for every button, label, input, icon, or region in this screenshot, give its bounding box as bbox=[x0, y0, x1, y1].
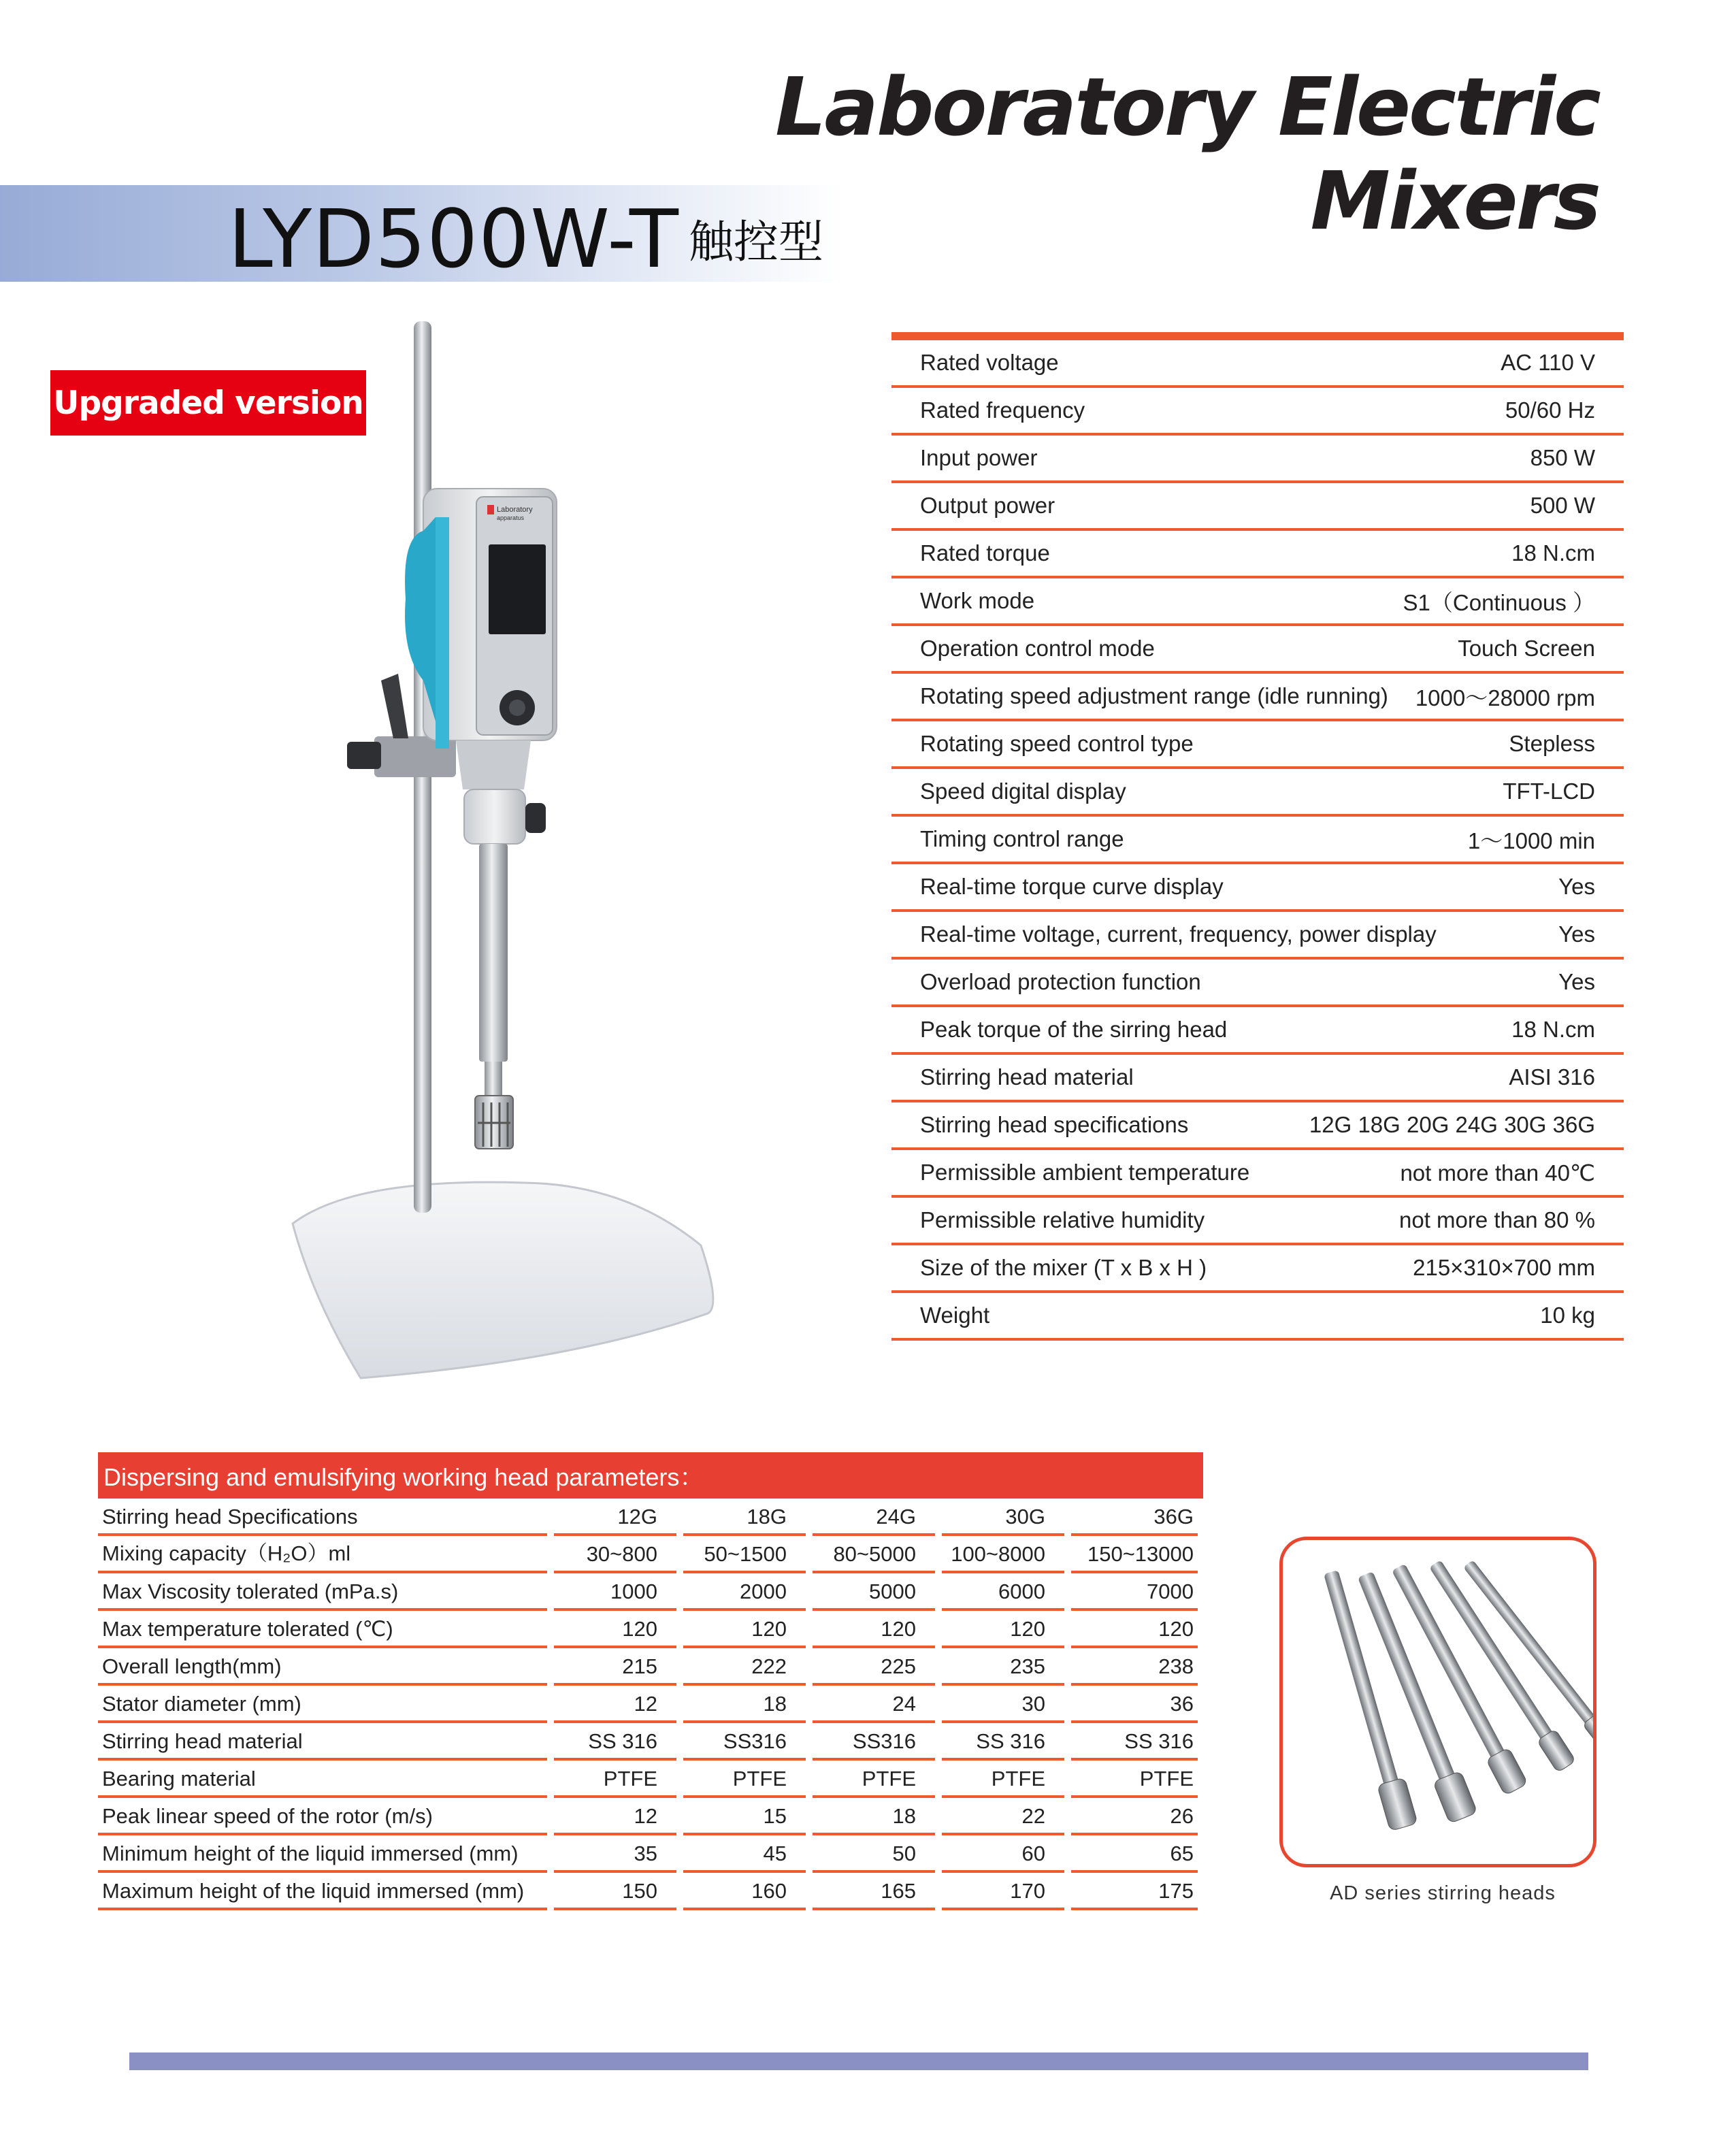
heads-table-title: Dispersing and emulsifying working head parameters： bbox=[98, 1452, 1203, 1499]
row-label: Stator diameter (mm) bbox=[98, 1686, 547, 1723]
row-label: Overall length(mm) bbox=[98, 1648, 547, 1686]
mixer-product-image bbox=[272, 313, 735, 1388]
spec-row bbox=[891, 769, 1624, 817]
spec-label: Size of the mixer (T x B x H ) bbox=[920, 1255, 1207, 1280]
stirring-shaft bbox=[479, 844, 508, 1062]
spec-row bbox=[891, 1102, 1624, 1150]
row-label: Mixing capacity（H₂O）ml bbox=[98, 1536, 547, 1573]
cell: 235 bbox=[942, 1648, 1064, 1686]
cell: 165 bbox=[813, 1873, 935, 1910]
spec-value: Touch Screen bbox=[1458, 636, 1595, 661]
spec-label: Stirring head material bbox=[920, 1064, 1134, 1090]
spec-row bbox=[891, 436, 1624, 483]
spec-row bbox=[891, 960, 1624, 1007]
spec-value: AISI 316 bbox=[1509, 1064, 1595, 1090]
cell: 170 bbox=[942, 1873, 1064, 1910]
spec-row bbox=[891, 1293, 1624, 1341]
spec-value: 500 W bbox=[1530, 493, 1595, 518]
spec-value: 18 N.cm bbox=[1511, 540, 1595, 566]
speed-knob-cap bbox=[509, 700, 525, 716]
motor-neck bbox=[456, 740, 531, 789]
spec-row bbox=[891, 340, 1624, 388]
spec-value: 215×310×700 mm bbox=[1413, 1255, 1595, 1280]
spec-row bbox=[891, 817, 1624, 864]
cell: 24G bbox=[813, 1499, 935, 1536]
spec-label: Rated voltage bbox=[920, 350, 1059, 375]
cell: 18 bbox=[813, 1798, 935, 1835]
spec-value: Yes bbox=[1558, 969, 1595, 994]
row-label: Stirring head Specifications bbox=[98, 1499, 547, 1536]
brand-logo bbox=[487, 505, 494, 514]
spec-value: S1（Continuous ） bbox=[1403, 589, 1595, 615]
spec-label: Real-time torque curve display bbox=[920, 874, 1224, 899]
cell: 120 bbox=[554, 1611, 676, 1648]
table-row bbox=[98, 1686, 1203, 1723]
spec-row bbox=[891, 721, 1624, 769]
cell: PTFE bbox=[813, 1761, 935, 1798]
cell: 36G bbox=[1071, 1499, 1198, 1536]
cell: PTFE bbox=[1071, 1761, 1198, 1798]
clamp-lever bbox=[381, 674, 408, 738]
spec-label: Speed digital display bbox=[920, 779, 1126, 804]
spec-label: Operation control mode bbox=[920, 636, 1155, 661]
cell: 2000 bbox=[683, 1573, 806, 1611]
model-name: LYD500W-T bbox=[228, 192, 679, 286]
spec-label: Permissible relative humidity bbox=[920, 1207, 1205, 1232]
spec-row bbox=[891, 1055, 1624, 1102]
brand-text-2: apparatus bbox=[497, 514, 525, 521]
cell: 238 bbox=[1071, 1648, 1198, 1686]
row-label: Maximum height of the liquid immersed (mm) bbox=[98, 1873, 547, 1910]
spec-label: Permissible ambient temperature bbox=[920, 1160, 1250, 1185]
spec-table bbox=[891, 332, 1624, 1341]
table-row bbox=[98, 1798, 1203, 1835]
spec-value: 1000～28000 rpm bbox=[1415, 685, 1595, 710]
spec-table-topbar bbox=[891, 332, 1624, 340]
spec-row bbox=[891, 864, 1624, 912]
spec-row bbox=[891, 1150, 1624, 1198]
cell: 50~1500 bbox=[683, 1536, 806, 1573]
collar-knob bbox=[525, 803, 546, 833]
cell: 120 bbox=[942, 1611, 1064, 1648]
row-label: Stirring head material bbox=[98, 1723, 547, 1761]
cell: 150~13000 bbox=[1071, 1536, 1198, 1573]
cell: 160 bbox=[683, 1873, 806, 1910]
spec-label: Input power bbox=[920, 445, 1038, 470]
spec-value: Stepless bbox=[1509, 731, 1595, 756]
spec-row bbox=[891, 674, 1624, 721]
cell: 225 bbox=[813, 1648, 935, 1686]
table-row bbox=[98, 1648, 1203, 1686]
cell: 12G bbox=[554, 1499, 676, 1536]
spec-label: Overload protection function bbox=[920, 969, 1201, 994]
table-row bbox=[98, 1723, 1203, 1761]
cell: 36 bbox=[1071, 1686, 1198, 1723]
spec-value: TFT-LCD bbox=[1503, 779, 1595, 804]
heads-table bbox=[98, 1452, 1203, 1910]
cell: 45 bbox=[683, 1835, 806, 1873]
cell: 22 bbox=[942, 1798, 1064, 1835]
cell: 6000 bbox=[942, 1573, 1064, 1611]
model-subtitle: 触控型 bbox=[689, 216, 823, 268]
spec-label: Weight bbox=[920, 1303, 990, 1328]
cell: 24 bbox=[813, 1686, 935, 1723]
spec-value: 10 kg bbox=[1540, 1303, 1595, 1328]
table-row bbox=[98, 1873, 1203, 1910]
spec-value: 12G 18G 20G 24G 30G 36G bbox=[1309, 1112, 1595, 1137]
row-label: Minimum height of the liquid immersed (mm) bbox=[98, 1835, 547, 1873]
touch-screen bbox=[489, 544, 546, 634]
cell: 12 bbox=[554, 1686, 676, 1723]
spec-label: Output power bbox=[920, 493, 1055, 518]
cell: 30 bbox=[942, 1686, 1064, 1723]
cell: 120 bbox=[683, 1611, 806, 1648]
cell: 26 bbox=[1071, 1798, 1198, 1835]
cell: 60 bbox=[942, 1835, 1064, 1873]
motor-side-cover-2 bbox=[436, 517, 449, 749]
footer-bar bbox=[129, 2052, 1588, 2070]
cell: PTFE bbox=[554, 1761, 676, 1798]
spec-value: AC 110 V bbox=[1501, 350, 1595, 375]
row-label: Max temperature tolerated (℃) bbox=[98, 1611, 547, 1648]
stand-base bbox=[293, 1182, 713, 1378]
spec-value: not more than 80 % bbox=[1398, 1207, 1595, 1232]
spec-label: Work mode bbox=[920, 588, 1035, 613]
cell: 30~800 bbox=[554, 1536, 676, 1573]
cell: 150 bbox=[554, 1873, 676, 1910]
upgraded-badge: Upgraded version bbox=[50, 370, 366, 436]
row-label: Peak linear speed of the rotor (m/s) bbox=[98, 1798, 547, 1835]
spec-label: Timing control range bbox=[920, 826, 1124, 851]
row-label: Max Viscosity tolerated (mPa.s) bbox=[98, 1573, 547, 1611]
cell: 15 bbox=[683, 1798, 806, 1835]
cell: 80~5000 bbox=[813, 1536, 935, 1573]
spec-value: 18 N.cm bbox=[1511, 1017, 1595, 1042]
cell: 5000 bbox=[813, 1573, 935, 1611]
stirring-heads-photo bbox=[1279, 1537, 1596, 1867]
spec-row bbox=[891, 1245, 1624, 1293]
cell: 120 bbox=[1071, 1611, 1198, 1648]
spec-row bbox=[891, 578, 1624, 626]
table-row bbox=[98, 1611, 1203, 1648]
spec-label: Rotating speed control type bbox=[920, 731, 1194, 756]
spec-label: Peak torque of the sirring head bbox=[920, 1017, 1228, 1042]
spec-label: Stirring head specifications bbox=[920, 1112, 1189, 1137]
cell: 18 bbox=[683, 1686, 806, 1723]
cell: SS 316 bbox=[554, 1723, 676, 1761]
photo-caption: AD series stirring heads bbox=[1330, 1882, 1556, 1904]
spec-value: Yes bbox=[1558, 874, 1595, 899]
spec-label: Real-time voltage, current, frequency, power display bbox=[920, 921, 1437, 947]
cell: 175 bbox=[1071, 1873, 1198, 1910]
spec-row bbox=[891, 1198, 1624, 1245]
spec-row bbox=[891, 483, 1624, 531]
spec-row bbox=[891, 912, 1624, 960]
cell: 215 bbox=[554, 1648, 676, 1686]
spec-value: 850 W bbox=[1530, 445, 1595, 470]
spec-label: Rated torque bbox=[920, 540, 1050, 566]
cell: 7000 bbox=[1071, 1573, 1198, 1611]
cell: 35 bbox=[554, 1835, 676, 1873]
cell: 120 bbox=[813, 1611, 935, 1648]
cell: 100~8000 bbox=[942, 1536, 1064, 1573]
clamp-knob bbox=[347, 742, 381, 769]
cell: 222 bbox=[683, 1648, 806, 1686]
cell: SS 316 bbox=[942, 1723, 1064, 1761]
spec-label: Rotating speed adjustment range (idle running) bbox=[920, 683, 1388, 708]
table-row bbox=[98, 1761, 1203, 1798]
cell: 18G bbox=[683, 1499, 806, 1536]
collar bbox=[464, 789, 525, 844]
cell: SS316 bbox=[813, 1723, 935, 1761]
cell: PTFE bbox=[942, 1761, 1064, 1798]
cell: SS 316 bbox=[1071, 1723, 1198, 1761]
spec-row bbox=[891, 626, 1624, 674]
cell: 12 bbox=[554, 1798, 676, 1835]
spec-value: not more than 40℃ bbox=[1400, 1160, 1595, 1185]
table-row bbox=[98, 1536, 1203, 1573]
page-title: Laboratory Electric Mixers bbox=[775, 60, 1599, 248]
table-row bbox=[98, 1573, 1203, 1611]
row-label: Bearing material bbox=[98, 1761, 547, 1798]
cell: 65 bbox=[1071, 1835, 1198, 1873]
spec-value: Yes bbox=[1558, 921, 1595, 947]
cell: 1000 bbox=[554, 1573, 676, 1611]
cell: SS316 bbox=[683, 1723, 806, 1761]
cell: PTFE bbox=[683, 1761, 806, 1798]
table-row bbox=[98, 1835, 1203, 1873]
table-row bbox=[98, 1499, 1203, 1536]
spec-value: 1～1000 min bbox=[1467, 828, 1595, 853]
cell: 50 bbox=[813, 1835, 935, 1873]
cell: 30G bbox=[942, 1499, 1064, 1536]
stirring-head-rod bbox=[1317, 1568, 1418, 1831]
spec-label: Rated frequency bbox=[920, 397, 1085, 423]
spec-row bbox=[891, 531, 1624, 578]
stirring-heads-illustration bbox=[1283, 1540, 1593, 1864]
spec-row bbox=[891, 388, 1624, 436]
spec-row bbox=[891, 1007, 1624, 1055]
brand-text-1: Laboratory bbox=[497, 506, 533, 514]
spec-value: 50/60 Hz bbox=[1505, 397, 1595, 423]
